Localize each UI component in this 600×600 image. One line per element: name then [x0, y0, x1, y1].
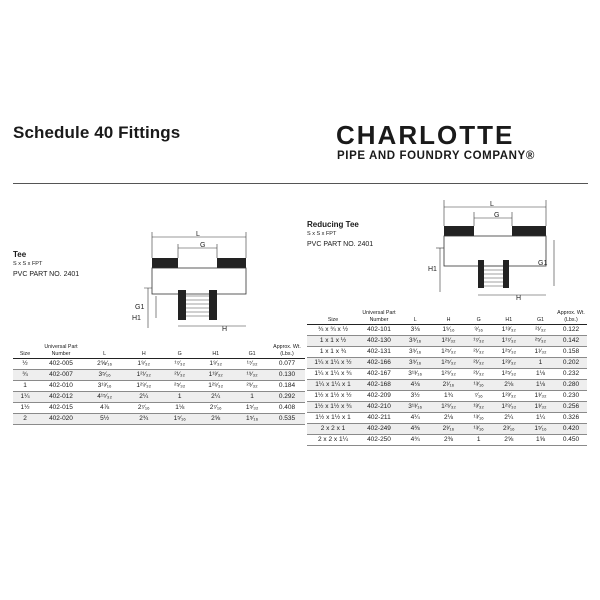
reducing-header-part: Universal Part Number [362, 310, 396, 323]
tee-spec: S x S x FPT [13, 261, 43, 267]
reducing-tee-dim-l: L [490, 201, 494, 208]
table-row: 2 x 2 x 1 402-249 4⅜ 2³⁄₁₆ ¹³⁄₁₆ 2³⁄₁₆ 1⁵⁄₁₆ 0.420 [307, 424, 587, 435]
brand-logo: CHARLOTTE [336, 120, 515, 150]
reducing-tee-dim-g1: G1 [538, 260, 548, 267]
reducing-tee-dim-h1: H1 [428, 266, 437, 273]
table-row: 1 402-010 3¹³⁄₁₆ 1²⁹⁄₃₂ ²⁵⁄₃₂ 1²⁹⁄₃₂ ²⁹⁄₃₂ 0.184 [13, 381, 305, 392]
reducing-tee-dim-h: H [516, 295, 522, 302]
reducing-header-l: L [413, 316, 417, 323]
header-divider [13, 183, 588, 184]
reducing-header-weight: Approx. Wt. (Lbs.) [557, 310, 585, 323]
table-row: 2 x 2 x 1¼ 402-250 4¾ 2⅜ 1 2⅝ 1⅝ 0.450 [307, 435, 587, 446]
tee-header-g: G [177, 350, 182, 357]
tee-right-hub [217, 258, 246, 268]
table-row: 1½ x 1½ x ½ 402-209 3½ 1¾ ⁷⁄₁₆ 1²³⁄₃₂ 1³⁄₃₂ 0.230 [307, 391, 587, 402]
table-row: 1¼ x 1¼ x ¾ 402-167 3¹³⁄₁₆ 1²⁹⁄₃₂ ²¹⁄₃₂ 1²⁵⁄₃₂ 1⅛ 0.232 [307, 369, 587, 380]
reducing-tee-part-number: PVC PART NO. 2401 [307, 241, 374, 248]
reducing-tee-outlet-wall-right [503, 260, 509, 288]
tee-outlet-threads [186, 296, 209, 316]
tee-header-g1: G1 [248, 350, 256, 357]
reducing-header-h1: H1 [505, 316, 513, 323]
tee-name: Tee [13, 250, 27, 259]
tee-table [13, 344, 305, 425]
reducing-header-g: G [476, 316, 481, 323]
tee-diagram [128, 228, 258, 338]
tee-dim-h: H [222, 326, 228, 333]
tee-header-size: Size [19, 350, 31, 357]
tee-header-part: Universal Part Number [44, 344, 78, 357]
table-row: 1 x 1 x ½ 402-130 3⁹⁄₁₆ 1²¹⁄₃₂ ¹⁷⁄₃₂ 1¹⁷⁄₃₂ ²⁵⁄₃₂ 0.142 [307, 336, 587, 347]
table-row: 1¼ x 1¼ x ½ 402-166 3⁹⁄₁₆ 1²⁵⁄₃₂ ²¹⁄₃₂ 1²³⁄₃₂ 1 0.202 [307, 358, 587, 369]
reducing-tee-diagram [420, 196, 560, 308]
tee-header-weight: Approx. Wt. (Lbs.) [273, 344, 301, 357]
reducing-tee-outlet-wall-left [478, 260, 484, 288]
tee-left-hub [152, 258, 178, 268]
tee-part-number: PVC PART NO. 2401 [13, 271, 80, 278]
brand-subtitle: PIPE AND FOUNDRY COMPANY® [337, 150, 535, 162]
tee-dim-g: G [200, 242, 206, 249]
reducing-tee-table [307, 310, 587, 446]
page-title: Schedule 40 Fittings [13, 123, 181, 142]
reducing-tee-spec: S x S x FPT [307, 231, 337, 237]
reducing-tee-left-hub [444, 226, 474, 236]
tee-outlet-wall-left [178, 290, 186, 320]
tee-dim-g1: G1 [135, 304, 145, 311]
reducing-tee-dim-g: G [494, 212, 500, 219]
table-row: 1 x 1 x ¾ 402-131 3⁹⁄₁₆ 1²⁵⁄₃₂ ²¹⁄₃₂ 1²⁵⁄₃₂ 1¹⁄₃₂ 0.158 [307, 347, 587, 358]
reducing-tee-body [444, 236, 546, 266]
reducing-tee-outlet-threads [484, 266, 503, 286]
reducing-header-h: H [446, 316, 451, 323]
table-row: ½ 402-005 2⅝⁄₁₆ 1⁹⁄₃₂ ¹⁷⁄₃₂ 1⁹⁄₃₂ ¹⁷⁄₃₂ 0.077 [13, 359, 305, 370]
reducing-header-g1: G1 [536, 316, 545, 323]
table-row: 1½ x 1½ x ¾ 402-210 3¹³⁄₁₆ 1²⁹⁄₃₂ ¹³⁄₃₂ 1²⁹⁄₃₂ 1³⁄₃₂ 0.256 [307, 402, 587, 413]
table-row: 1¼ x 1¼ x 1 402-168 4⅛ 2¹⁄₁₆ ¹³⁄₁₆ 2⅛ 1⅛ 0.280 [307, 380, 587, 391]
tee-header-h1: H1 [212, 350, 220, 357]
table-row: ¾ 402-007 3⁵⁄₁₆ 1²¹⁄₃₂ ²¹⁄₃₂ 1¹³⁄₃₂ ¹⁹⁄₃₂ 0.130 [13, 370, 305, 381]
tee-dim-l: L [196, 231, 200, 238]
table-row: 2 402-020 5½ 2¾ 1⁵⁄₁₆ 2⅝ 1⁵⁄₁₆ 0.535 [13, 414, 305, 425]
tee-header-l: L [103, 350, 107, 357]
reducing-tee-name: Reducing Tee [307, 220, 359, 229]
table-row: ¾ x ¾ x ½ 402-101 3⅛ 1⁹⁄₁₆ ⁹⁄₁₆ 1¹³⁄₃₂ ²¹⁄₃₂ 0.122 [307, 325, 587, 336]
table-row: 1¼ 402-012 4¹⁵⁄₃₂ 2¼ 1 2¼ 1 0.292 [13, 392, 305, 403]
tee-caption [13, 250, 79, 280]
reducing-header-size: Size [327, 316, 339, 323]
reducing-tee-right-hub [512, 226, 546, 236]
tee-dim-h1: H1 [132, 315, 141, 322]
tee-outlet-wall-right [209, 290, 217, 320]
table-row: 1½ x 1½ x 1 402-211 4¼ 2⅛ ¹³⁄₁₆ 2¼ 1¼ 0.326 [307, 413, 587, 424]
tee-header-h: H [141, 350, 146, 357]
reducing-tee-caption [307, 220, 373, 250]
tee-body [152, 268, 246, 294]
table-row: 1½ 402-015 4⅞ 2⁷⁄₁₆ 1⅛ 2⁷⁄₁₆ 1⁵⁄₃₂ 0.408 [13, 403, 305, 414]
